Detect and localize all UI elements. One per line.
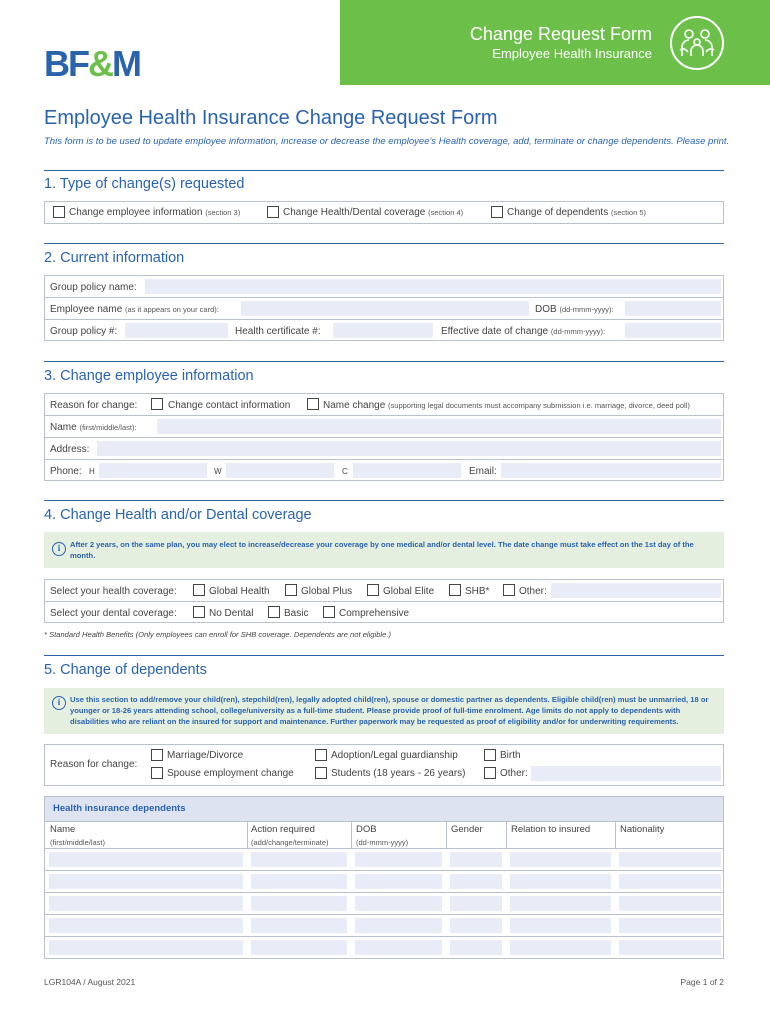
other-dependent-label: Other: bbox=[500, 768, 528, 779]
dependent-relation-field[interactable] bbox=[510, 852, 611, 867]
dependents-info-text: Use this section to add/remove your child(ren), stepchild(ren), legally adopted child(ren), spouse or domestic partner as dependents. Eligible child(ren) must be unmarried, 18 or younger or 18-26 years attending school, college/university as a full-time student. Please provide proof of full-time enrolment. Age limits do not apply to dependents with disabilities who are reliant on the insured for support and maintenance. Further paperwork may be requested as proof of eligibility and/or for underwriting requirements. bbox=[70, 695, 709, 726]
form-intro: This form is to be used to update employee information, increase or decrease the employee's Health coverage, add, terminate or change dependents. Please print. bbox=[44, 136, 730, 147]
address-label: Address: bbox=[50, 444, 90, 455]
section-divider bbox=[44, 361, 724, 362]
section1-box bbox=[44, 201, 724, 224]
table-row bbox=[45, 848, 723, 870]
dependent-nationality-field[interactable] bbox=[619, 918, 721, 933]
change-employee-info-checkbox[interactable] bbox=[53, 206, 65, 218]
group-policy-name-field[interactable] bbox=[145, 279, 721, 294]
family-icon bbox=[670, 16, 724, 70]
dependents-table bbox=[44, 796, 724, 959]
dependent-dob-field[interactable] bbox=[355, 874, 442, 889]
contact-info-label: Change contact information bbox=[168, 400, 291, 411]
dependent-gender-field[interactable] bbox=[450, 918, 502, 933]
column-header-name: Name bbox=[50, 824, 76, 835]
health-certificate-field[interactable] bbox=[333, 323, 433, 338]
employee-name-label: Employee name (as it appears on your card): bbox=[50, 304, 219, 315]
dependent-name-field[interactable] bbox=[49, 940, 243, 955]
column-header-nationality: Nationality bbox=[620, 824, 665, 835]
global-health-label: Global Health bbox=[209, 586, 270, 597]
table-title: Health insurance dependents bbox=[53, 803, 186, 814]
change-coverage-checkbox[interactable] bbox=[267, 206, 279, 218]
group-policy-number-label: Group policy #: bbox=[50, 326, 118, 337]
phone-home-field[interactable] bbox=[99, 463, 207, 478]
group-policy-number-field[interactable] bbox=[125, 323, 228, 338]
change-employee-info-label: Change employee information (section 3) bbox=[69, 207, 241, 218]
dependent-action-field[interactable] bbox=[251, 896, 347, 911]
comprehensive-dental-checkbox[interactable] bbox=[323, 606, 335, 618]
adoption-label: Adoption/Legal guardianship bbox=[331, 750, 458, 761]
dependent-gender-field[interactable] bbox=[450, 852, 502, 867]
header-title: Change Request Form bbox=[469, 24, 652, 44]
dependent-relation-field[interactable] bbox=[510, 940, 611, 955]
email-field[interactable] bbox=[501, 463, 721, 478]
health-coverage-label: Select your health coverage: bbox=[50, 586, 177, 597]
dependent-action-field[interactable] bbox=[251, 874, 347, 889]
coverage-info-text: After 2 years, on the same plan, you may elect to increase/decrease your coverage by one medical and/or dental level. The date change must take effect on the 1st day of the month. bbox=[70, 540, 694, 560]
address-field[interactable] bbox=[97, 441, 721, 456]
dependent-name-field[interactable] bbox=[49, 918, 243, 933]
dependent-nationality-field[interactable] bbox=[619, 940, 721, 955]
phone-cell-field[interactable] bbox=[353, 463, 461, 478]
name-change-label: Name change (supporting legal documents must accompany submission i.e. marriage, divorce, deed poll) bbox=[323, 400, 690, 411]
dependent-dob-field[interactable] bbox=[355, 940, 442, 955]
name-label: Name (first/middle/last): bbox=[50, 422, 137, 433]
dental-coverage-label: Select your dental coverage: bbox=[50, 608, 177, 619]
section-divider bbox=[44, 655, 724, 656]
dependent-nationality-field[interactable] bbox=[619, 852, 721, 867]
change-dependents-label: Change of dependents (section 5) bbox=[507, 207, 646, 218]
spouse-employment-label: Spouse employment change bbox=[167, 768, 294, 779]
phone-cell-label: C bbox=[342, 467, 348, 476]
dependents-info-note bbox=[44, 688, 724, 734]
other-health-field[interactable] bbox=[551, 583, 721, 598]
adoption-checkbox[interactable] bbox=[315, 749, 327, 761]
global-health-checkbox[interactable] bbox=[193, 584, 205, 596]
column-sub-dob: (dd-mmm-yyyy) bbox=[356, 838, 409, 847]
column-header-action: Action required bbox=[251, 824, 315, 835]
dependent-gender-field[interactable] bbox=[450, 940, 502, 955]
section4-box bbox=[44, 579, 724, 623]
section2-box bbox=[44, 275, 724, 341]
birth-label: Birth bbox=[500, 750, 521, 761]
no-dental-label: No Dental bbox=[209, 608, 254, 619]
other-health-label: Other: bbox=[519, 586, 547, 597]
other-dependent-checkbox[interactable] bbox=[484, 767, 496, 779]
dependent-relation-field[interactable] bbox=[510, 918, 611, 933]
email-label: Email: bbox=[469, 466, 497, 477]
form-code: LGR104A / August 2021 bbox=[44, 977, 136, 987]
page-number: Page 1 of 2 bbox=[680, 977, 724, 987]
dependent-action-field[interactable] bbox=[251, 852, 347, 867]
spouse-employment-checkbox[interactable] bbox=[151, 767, 163, 779]
dependent-reason-label: Reason for change: bbox=[50, 759, 138, 770]
phone-work-label: W bbox=[214, 467, 222, 476]
shb-checkbox[interactable] bbox=[449, 584, 461, 596]
other-dependent-field[interactable] bbox=[531, 766, 721, 781]
phone-label: Phone: bbox=[50, 466, 82, 477]
coverage-info-note bbox=[44, 532, 724, 568]
dob-label: DOB (dd-mmm-yyyy): bbox=[535, 304, 614, 315]
table-row bbox=[45, 936, 723, 958]
global-plus-label: Global Plus bbox=[301, 586, 353, 597]
column-header-relation: Relation to insured bbox=[511, 824, 591, 835]
table-row bbox=[45, 870, 723, 892]
students-checkbox[interactable] bbox=[315, 767, 327, 779]
section-divider bbox=[44, 170, 724, 171]
column-header-gender: Gender bbox=[451, 824, 483, 835]
dependent-dob-field[interactable] bbox=[355, 852, 442, 867]
section3-box bbox=[44, 393, 724, 481]
marriage-divorce-checkbox[interactable] bbox=[151, 749, 163, 761]
name-field[interactable] bbox=[157, 419, 721, 434]
section3-heading: 3. Change employee information bbox=[44, 368, 254, 384]
students-label: Students (18 years - 26 years) bbox=[331, 768, 466, 779]
column-sub-name: (first/middle/last) bbox=[50, 838, 106, 847]
change-coverage-label: Change Health/Dental coverage (section 4) bbox=[283, 207, 464, 218]
group-policy-name-label: Group policy name: bbox=[50, 282, 137, 293]
dependent-dob-field[interactable] bbox=[355, 896, 442, 911]
basic-dental-label: Basic bbox=[284, 608, 309, 619]
dependent-dob-field[interactable] bbox=[355, 918, 442, 933]
table-row bbox=[45, 914, 723, 936]
section4-heading: 4. Change Health and/or Dental coverage bbox=[44, 507, 312, 523]
marriage-divorce-label: Marriage/Divorce bbox=[167, 750, 244, 761]
health-certificate-label: Health certificate #: bbox=[235, 326, 321, 337]
global-plus-checkbox[interactable] bbox=[285, 584, 297, 596]
global-elite-label: Global Elite bbox=[383, 586, 435, 597]
no-dental-checkbox[interactable] bbox=[193, 606, 205, 618]
effective-date-field[interactable] bbox=[625, 323, 721, 338]
reason-for-change-label: Reason for change: bbox=[50, 400, 138, 411]
section-divider bbox=[44, 243, 724, 244]
bfm-logo: BF&M bbox=[44, 43, 140, 84]
section-divider bbox=[44, 500, 724, 501]
basic-dental-checkbox[interactable] bbox=[268, 606, 280, 618]
contact-info-checkbox[interactable] bbox=[151, 398, 163, 410]
global-elite-checkbox[interactable] bbox=[367, 584, 379, 596]
comprehensive-dental-label: Comprehensive bbox=[339, 608, 410, 619]
table-row bbox=[45, 892, 723, 914]
dependent-action-field[interactable] bbox=[251, 940, 347, 955]
section5-heading: 5. Change of dependents bbox=[44, 662, 207, 678]
section2-heading: 2. Current information bbox=[44, 250, 185, 266]
dependent-name-field[interactable] bbox=[49, 852, 243, 867]
phone-work-field[interactable] bbox=[226, 463, 334, 478]
dob-field[interactable] bbox=[625, 301, 721, 316]
info-icon: i bbox=[52, 542, 66, 556]
dependent-name-field[interactable] bbox=[49, 874, 243, 889]
change-dependents-checkbox[interactable] bbox=[491, 206, 503, 218]
shb-footnote: * Standard Health Benefits (Only employees can enroll for SHB coverage. Dependents are not eligible.) bbox=[44, 630, 391, 639]
birth-checkbox[interactable] bbox=[484, 749, 496, 761]
column-sub-action: (add/change/terminate) bbox=[251, 838, 329, 847]
dependent-gender-field[interactable] bbox=[450, 874, 502, 889]
dependent-action-field[interactable] bbox=[251, 918, 347, 933]
page-title: Employee Health Insurance Change Request Form bbox=[44, 107, 498, 129]
dependent-relation-field[interactable] bbox=[510, 896, 611, 911]
dependent-nationality-field[interactable] bbox=[619, 874, 721, 889]
name-change-checkbox[interactable] bbox=[307, 398, 319, 410]
shb-label: SHB* bbox=[465, 586, 490, 597]
other-health-checkbox[interactable] bbox=[503, 584, 515, 596]
employee-name-field[interactable] bbox=[241, 301, 529, 316]
dependent-nationality-field[interactable] bbox=[619, 896, 721, 911]
info-icon: i bbox=[52, 696, 66, 710]
dependent-gender-field[interactable] bbox=[450, 896, 502, 911]
dependent-relation-field[interactable] bbox=[510, 874, 611, 889]
column-header-dob: DOB bbox=[356, 824, 377, 835]
section1-heading: 1. Type of change(s) requested bbox=[44, 176, 245, 192]
header-subtitle: Employee Health Insurance bbox=[492, 46, 652, 61]
phone-home-label: H bbox=[89, 467, 95, 476]
section5-reason-box bbox=[44, 744, 724, 786]
dependent-name-field[interactable] bbox=[49, 896, 243, 911]
effective-date-label: Effective date of change (dd-mmm-yyyy): bbox=[441, 326, 606, 337]
